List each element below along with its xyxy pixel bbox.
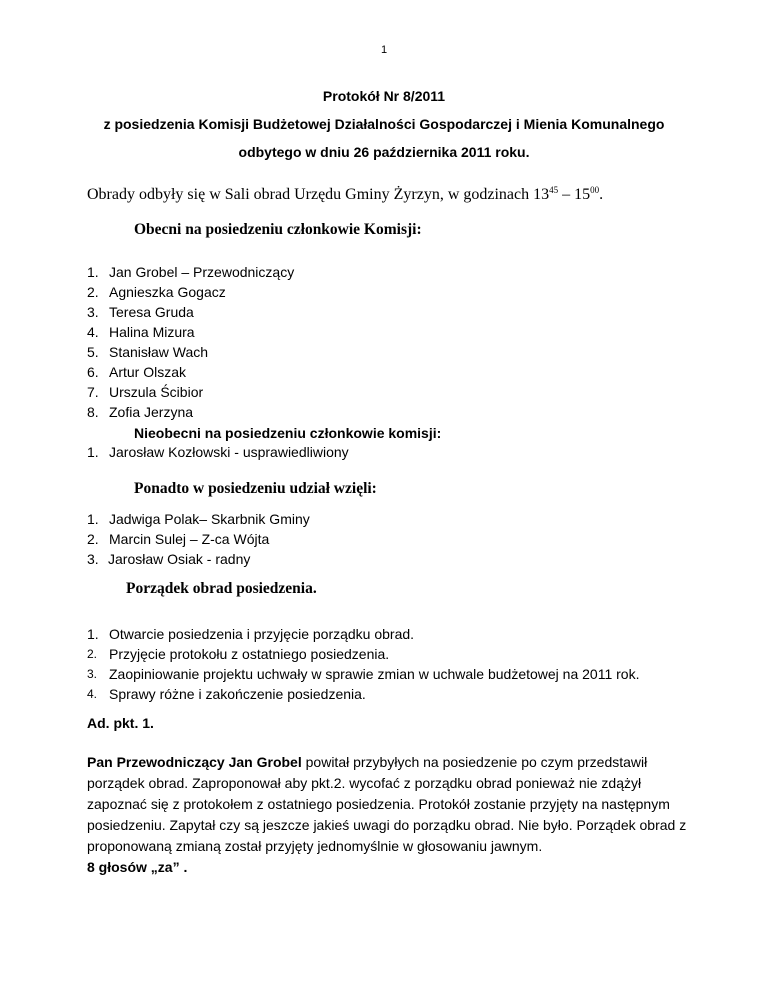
agenda-heading: Porządek obrad posiedzenia. <box>126 580 317 597</box>
list-item: 1. Otwarcie posiedzenia i przyjęcie porządku obrad. <box>87 626 415 642</box>
list-item: 1. Jadwiga Polak– Skarbnik Gminy <box>87 511 310 527</box>
protocol-title: Protokół Nr 8/2011 <box>322 88 446 104</box>
page-number: 1 <box>380 44 388 56</box>
speaker-name: Pan Przewodniczący Jan Grobel <box>87 754 302 770</box>
list-item: 6. Artur Olszak <box>87 364 187 380</box>
list-item: 3. Zaopiniowanie projektu uchwały w sprawie zmian w uchwale budżetowej na 2011 rok. <box>87 666 640 682</box>
session-end: . <box>599 186 604 203</box>
vote-result: 8 głosów „za” . <box>87 859 188 875</box>
list-item: 1. Jan Grobel – Przewodniczący <box>87 264 295 280</box>
session-end-minutes: 00 <box>590 185 600 195</box>
list-item: 8. Zofia Jerzyna <box>87 404 194 420</box>
ad-point-1-paragraph <box>87 752 687 878</box>
absent-heading: Nieobecni na posiedzeniu członkowie komisji: <box>134 425 442 441</box>
list-item: 2. Przyjęcie protokołu z ostatniego posiedzenia. <box>87 646 390 662</box>
protocol-subtitle: z posiedzenia Komisji Budżetowej Działalności Gospodarczej i Mienia Komunalnego <box>103 116 665 132</box>
absent-members-list <box>87 442 349 462</box>
list-item: 2. Agnieszka Gogacz <box>87 284 226 300</box>
protocol-date: odbytego w dniu 26 października 2011 roku. <box>238 144 530 160</box>
list-item: 4. Halina Mizura <box>87 324 195 340</box>
list-item: 3. Jarosław Osiak - radny <box>87 551 251 567</box>
guests-list <box>87 509 310 569</box>
ad-point-1-body: powitał przybyłych na posiedzenie po czym przedstawił porządek obrad. Zaproponował aby pkt.2. wycofać z porządku obrad ponieważ nie zdążył zapoznać się z protokołem z ostatniego posiedzenia. Protokół zostanie przyjęty na następnym posiedzeniu. Zapytał czy są jeszcze jakieś uwagi do porządku obrad. Nie było. Porządek obrad z proponowaną zmianą został przyjęty jednomyślnie w głosowaniu jawnym. <box>87 754 687 854</box>
session-text: Obrady odbyły się w Sali obrad Urzędu Gminy Żyrzyn, w godzinach 13 <box>87 186 550 203</box>
ad-point-1-heading: Ad. pkt. 1. <box>87 715 154 731</box>
present-members-list <box>87 262 294 422</box>
list-item: 2. Marcin Sulej – Z-ca Wójta <box>87 531 270 547</box>
present-heading: Obecni na posiedzeniu członkowie Komisji: <box>134 221 422 238</box>
list-item: 7. Urszula Ścibior <box>87 384 204 400</box>
session-start-minutes: 45 <box>549 185 559 195</box>
list-item: 4. Sprawy różne i zakończenie posiedzenia. <box>87 686 366 702</box>
session-separator: – 15 <box>558 186 591 203</box>
agenda-list <box>87 624 689 704</box>
guests-heading: Ponadto w posiedzeniu udział wzięli: <box>134 480 377 497</box>
list-item: 5. Stanisław Wach <box>87 344 209 360</box>
session-info <box>87 186 603 204</box>
list-item: 1. Jarosław Kozłowski - usprawiedliwiony <box>87 444 349 460</box>
list-item: 3. Teresa Gruda <box>87 304 194 320</box>
